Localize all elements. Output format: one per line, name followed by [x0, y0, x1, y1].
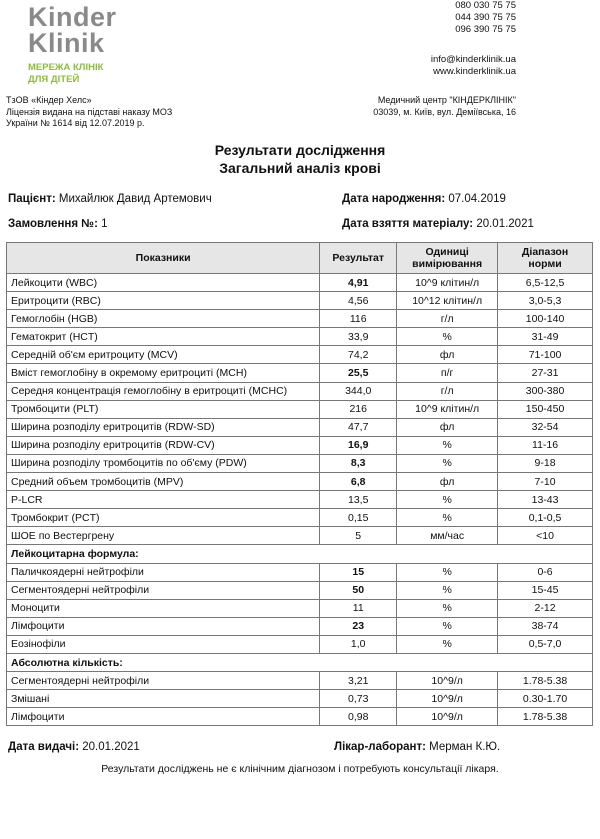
- license-line-2: Ліцензія видана на підставі наказу МОЗ: [6, 106, 173, 117]
- indicator-name: ШОЕ по Вестергрену: [7, 527, 320, 545]
- unit-value: фл: [397, 418, 498, 436]
- range-value: 31-49: [498, 328, 593, 346]
- issue-date-line: [8, 741, 140, 753]
- result-value: 47,7: [320, 418, 397, 436]
- result-value: 33,9: [320, 328, 397, 346]
- indicator-name: Ширина розподілу тромбоцитів по об'єму (PDW): [7, 454, 320, 472]
- range-value: 0-6: [498, 563, 593, 581]
- table-row: [7, 274, 593, 292]
- patient-name-line: [8, 193, 212, 205]
- issue-date-value: 20.01.2021: [82, 741, 140, 753]
- phone-3: 096 390 75 75: [455, 24, 516, 35]
- table-row: [7, 454, 593, 472]
- indicator-name: Гемоглобін (HGB): [7, 310, 320, 328]
- indicator-name: Вміст гемоглобіну в окремому еритроциті (MCH): [7, 364, 320, 382]
- order-line: [8, 218, 108, 230]
- indicator-name: P-LCR: [7, 491, 320, 509]
- table-row: [7, 292, 593, 310]
- range-value: 1.78-5.38: [498, 672, 593, 690]
- contact-email: info@kinderklinik.ua: [430, 54, 516, 65]
- indicator-name: Моноцити: [7, 599, 320, 617]
- table-row: [7, 473, 593, 491]
- phone-1: 080 030 75 75: [455, 0, 516, 11]
- table-row: [7, 491, 593, 509]
- result-value: 3,21: [320, 672, 397, 690]
- unit-value: 10^9 клітин/л: [397, 400, 498, 418]
- section-title: Лейкоцитарна формула:: [7, 545, 593, 563]
- dob-value: 07.04.2019: [448, 193, 506, 205]
- range-value: 9-18: [498, 454, 593, 472]
- table-row: [7, 346, 593, 364]
- clinic-logo: [28, 4, 117, 86]
- table-row: [7, 310, 593, 328]
- result-value: 6,8: [320, 473, 397, 491]
- table-row: [7, 563, 593, 581]
- indicator-name: Тромбоцити (PLT): [7, 400, 320, 418]
- header-range-line1: Діапазон: [521, 246, 569, 258]
- lab-technician-line: [334, 741, 500, 753]
- indicator-name: Ширина розподілу еритроцитів (RDW-CV): [7, 436, 320, 454]
- result-value: 0,73: [320, 690, 397, 708]
- patient-name: Михайлюк Давид Артемович: [58, 193, 212, 205]
- section-title: Абсолютна кількість:: [7, 653, 593, 671]
- sample-date-label: Дата взяття матеріалу:: [342, 218, 474, 230]
- lab-technician-label: Лікар-лаборант:: [334, 741, 426, 753]
- phone-2: 044 390 75 75: [455, 12, 516, 23]
- indicator-name: Еритроцити (RBC): [7, 292, 320, 310]
- unit-value: %: [397, 581, 498, 599]
- result-value: 15: [320, 563, 397, 581]
- indicator-name: Тромбокрит (PCT): [7, 509, 320, 527]
- contacts-block: [431, 0, 516, 78]
- table-header-row: [7, 243, 593, 274]
- clinic-street: 03039, м. Київ, вул. Деміївська, 16: [373, 106, 516, 117]
- order-label: Замовлення №:: [8, 218, 98, 230]
- table-row: [7, 527, 593, 545]
- indicator-name: Средний объем тромбоцитів (MPV): [7, 473, 320, 491]
- table-row: [7, 382, 593, 400]
- unit-value: фл: [397, 346, 498, 364]
- logo-word-klinik: Klinik: [28, 28, 105, 58]
- table-row: [7, 364, 593, 382]
- range-value: 38-74: [498, 617, 593, 635]
- clinic-address: [373, 95, 516, 118]
- indicator-name: Паличкоядерні нейтрофіли: [7, 563, 320, 581]
- range-value: 150-450: [498, 400, 593, 418]
- indicator-name: Середня концентрація гемоглобіну в еритроциті (MCHC): [7, 382, 320, 400]
- range-value: 3,0-5,3: [498, 292, 593, 310]
- result-value: 0,15: [320, 509, 397, 527]
- range-value: 27-31: [498, 364, 593, 382]
- indicator-name: Еозінофіли: [7, 635, 320, 653]
- result-value: 50: [320, 581, 397, 599]
- logo-tagline-2: ДЛЯ ДІТЕЙ: [28, 74, 80, 85]
- clinic-name: Медичний центр "КІНДЕРКЛІНІК": [377, 95, 516, 105]
- indicator-name: Лейкоцити (WBC): [7, 274, 320, 292]
- unit-value: %: [397, 563, 498, 581]
- result-value: 8,3: [320, 454, 397, 472]
- header-indicator: Показники: [7, 243, 320, 274]
- unit-value: %: [397, 509, 498, 527]
- dob-label: Дата народження:: [342, 193, 446, 205]
- table-row: [7, 599, 593, 617]
- license-company: ТзОВ «Кіндер Хелс»: [6, 95, 92, 105]
- table-row: [7, 418, 593, 436]
- order-value: 1: [101, 218, 108, 230]
- unit-value: г/л: [397, 382, 498, 400]
- table-row: [7, 509, 593, 527]
- table-row: [7, 400, 593, 418]
- range-value: 6,5-12,5: [498, 274, 593, 292]
- range-value: 71-100: [498, 346, 593, 364]
- header-units-line2: вимірювання: [412, 258, 483, 270]
- unit-value: 10^12 клітин/л: [397, 292, 498, 310]
- logo-tagline-1: МЕРЕЖА КЛІНІК: [28, 62, 104, 73]
- range-value: 100-140: [498, 310, 593, 328]
- section-row: [7, 653, 593, 671]
- range-value: 13-43: [498, 491, 593, 509]
- range-value: 1.78-5.38: [498, 708, 593, 726]
- indicator-name: Гематокрит (HCT): [7, 328, 320, 346]
- range-value: 15-45: [498, 581, 593, 599]
- section-row: [7, 545, 593, 563]
- unit-value: 10^9 клітин/л: [397, 274, 498, 292]
- sample-date-line: [342, 218, 534, 230]
- table-row: [7, 690, 593, 708]
- unit-value: %: [397, 454, 498, 472]
- header-units: [397, 243, 498, 274]
- indicator-name: Середній об'єм еритроциту (MCV): [7, 346, 320, 364]
- range-value: 300-380: [498, 382, 593, 400]
- unit-value: %: [397, 599, 498, 617]
- result-value: 4,91: [320, 274, 397, 292]
- table-row: [7, 672, 593, 690]
- indicator-name: Ширина розподілу еритроцитів (RDW-SD): [7, 418, 320, 436]
- unit-value: п/г: [397, 364, 498, 382]
- result-value: 25,5: [320, 364, 397, 382]
- unit-value: 10^9/л: [397, 690, 498, 708]
- result-value: 13,5: [320, 491, 397, 509]
- unit-value: %: [397, 635, 498, 653]
- result-value: 0,98: [320, 708, 397, 726]
- indicator-name: Сегментоядерні нейтрофіли: [7, 581, 320, 599]
- range-value: 0,5-7,0: [498, 635, 593, 653]
- unit-value: фл: [397, 473, 498, 491]
- sample-date-value: 20.01.2021: [476, 218, 534, 230]
- table-row: [7, 617, 593, 635]
- issue-date-label: Дата видачі:: [8, 741, 80, 753]
- unit-value: %: [397, 617, 498, 635]
- result-value: 5: [320, 527, 397, 545]
- document-subtitle: Загальний аналіз крові: [219, 160, 381, 176]
- result-value: 116: [320, 310, 397, 328]
- unit-value: 10^9/л: [397, 672, 498, 690]
- unit-value: мм/час: [397, 527, 498, 545]
- indicator-name: Лімфоцити: [7, 708, 320, 726]
- result-value: 11: [320, 599, 397, 617]
- unit-value: %: [397, 491, 498, 509]
- result-value: 23: [320, 617, 397, 635]
- result-value: 4,56: [320, 292, 397, 310]
- patient-name-label: Пацієнт:: [8, 193, 56, 205]
- range-value: 7-10: [498, 473, 593, 491]
- table-row: [7, 436, 593, 454]
- header-units-line1: Одиниці: [425, 246, 469, 258]
- logo-word-kinder: Kinder: [28, 2, 117, 32]
- table-row: [7, 635, 593, 653]
- range-value: 32-54: [498, 418, 593, 436]
- table-row: [7, 708, 593, 726]
- license-line-3: України № 1614 від 12.07.2019 р.: [6, 118, 145, 128]
- indicator-name: Лімфоцити: [7, 617, 320, 635]
- unit-value: %: [397, 436, 498, 454]
- header-result: Результат: [320, 243, 397, 274]
- dob-line: [342, 193, 506, 205]
- document-title: Результати дослідження: [214, 142, 386, 158]
- unit-value: 10^9/л: [397, 708, 498, 726]
- result-value: 216: [320, 400, 397, 418]
- range-value: <10: [498, 527, 593, 545]
- table-row: [7, 581, 593, 599]
- indicator-name: Змішані: [7, 690, 320, 708]
- range-value: 0.30-1.70: [498, 690, 593, 708]
- range-value: 2-12: [498, 599, 593, 617]
- table-row: [7, 328, 593, 346]
- disclaimer-note: Результати досліджень не є клінічним діагнозом і потребують консультації лікаря.: [101, 763, 499, 775]
- header-range: [498, 243, 593, 274]
- result-value: 74,2: [320, 346, 397, 364]
- results-body: [7, 274, 593, 726]
- range-value: 11-16: [498, 436, 593, 454]
- lab-technician-name: Мерман К.Ю.: [429, 741, 501, 753]
- result-value: 1,0: [320, 635, 397, 653]
- indicator-name: Сегментоядерні нейтрофіли: [7, 672, 320, 690]
- header-range-line2: норми: [528, 258, 562, 270]
- result-value: 344,0: [320, 382, 397, 400]
- results-table: [6, 242, 593, 726]
- contact-website: www.kinderklinik.ua: [433, 66, 516, 77]
- unit-value: %: [397, 328, 498, 346]
- result-value: 16,9: [320, 436, 397, 454]
- unit-value: г/л: [397, 310, 498, 328]
- range-value: 0,1-0,5: [498, 509, 593, 527]
- license-info: [6, 95, 172, 130]
